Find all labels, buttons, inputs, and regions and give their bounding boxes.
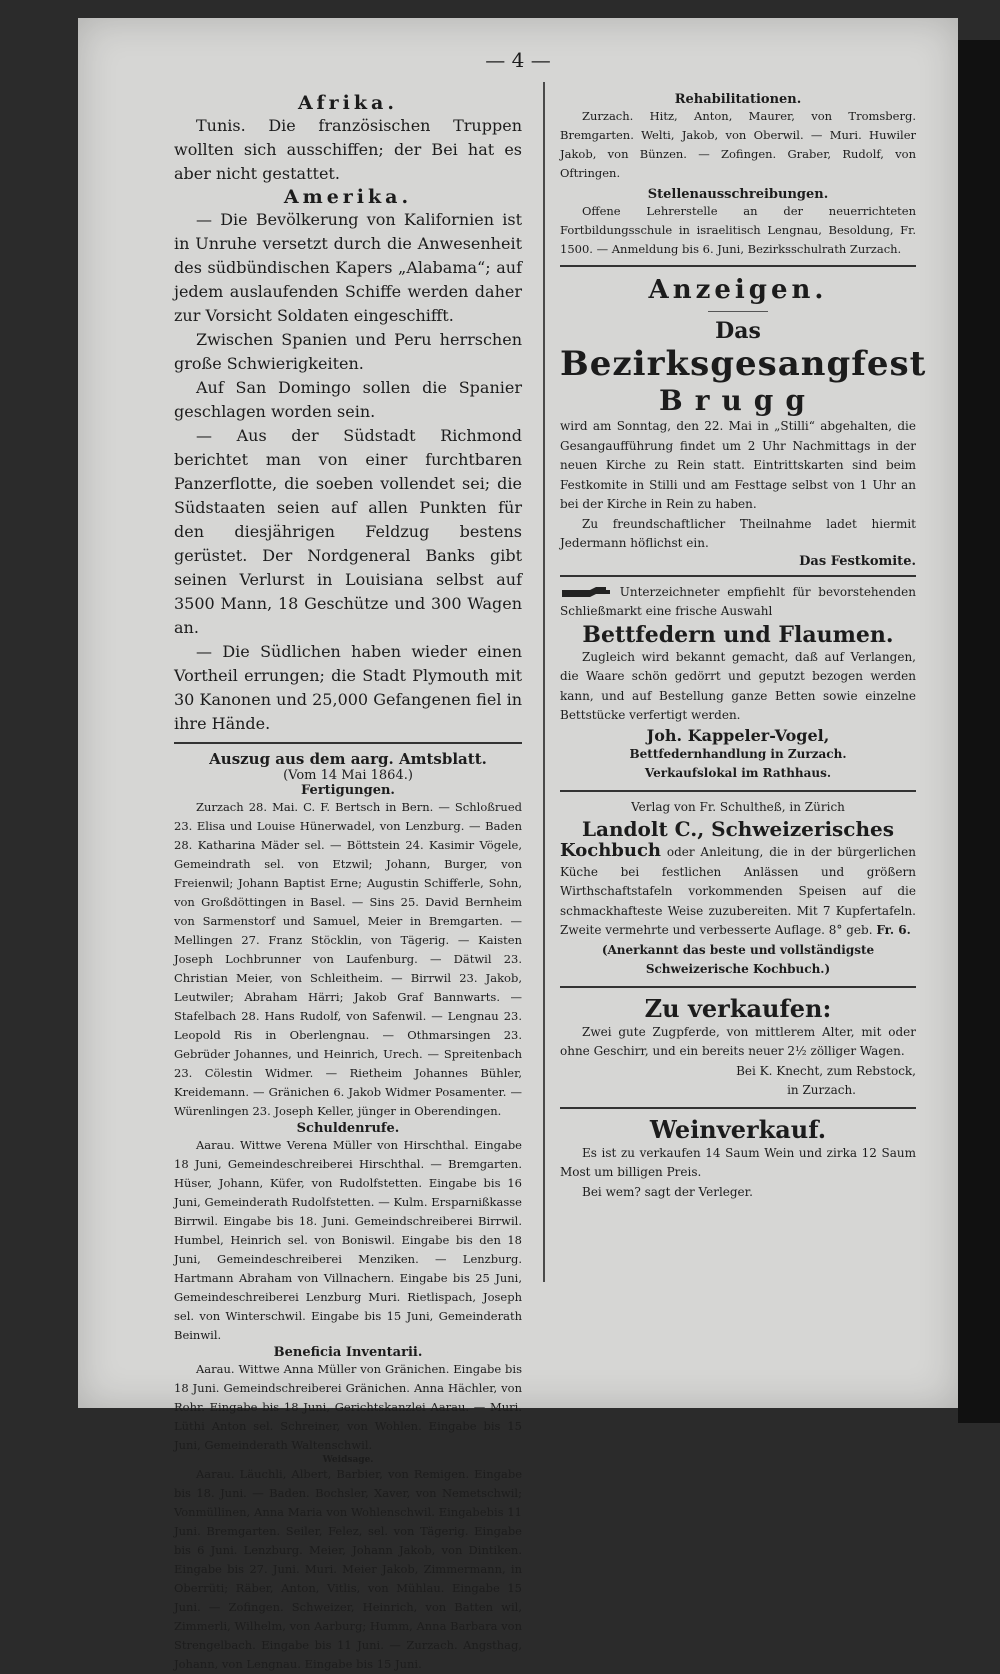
ad-bettfedern-name: Joh. Kappeler-Vogel, <box>646 725 830 745</box>
amerika-paragraph: — Die Südlichen haben wieder einen Vortheil errungen; die Stadt Plymouth mit 30 Kanonen und 25,000 Gefangenen fiel in ihre Hände. <box>174 642 522 733</box>
section-divider <box>560 790 916 792</box>
ad-kochbuch-publisher: Verlag von Fr. Schultheß, in Zürich <box>631 799 845 814</box>
ad-bettfedern-intro: Unterzeichneter empfiehlt für bevorstehenden Schließmarkt eine frische Auswahl <box>560 584 916 618</box>
ad-verkaufen-title: Zu verkaufen: <box>644 993 832 1023</box>
ad-place: Brugg <box>659 384 817 417</box>
inventar-text: Aarau. Wittwe Anna Müller von Gränichen. Eingabe bis 18 Juni. Gemeindschreiberei Gränichen. Anna Hächler, von Rohr. Eingabe bis 18 Juni, Gerichtskanzlei Aarau. — Muri. Lüthi Anton sel. Schreiner, von Wohlen. Eingabe bis 15 Juni, Gemeinderath Waltenschwil. <box>174 1362 522 1452</box>
rehab-heading: Rehabilitationen. <box>674 92 802 107</box>
left-column <box>174 78 522 1674</box>
afrika-heading: Afrika. <box>298 92 398 114</box>
weidsage-heading: Weidsage. <box>322 1455 374 1465</box>
section-divider <box>174 742 522 744</box>
ad-weinverkauf-text: Es ist zu verkaufen 14 Saum Wein und zirka 12 Saum Most um billigen Preis. <box>560 1145 916 1179</box>
ad-kochbuch-word: Kochbuch <box>560 840 662 861</box>
ad-kochbuch-note: (Anerkannt das beste und vollständigste Schweizerische Kochbuch.) <box>601 942 875 976</box>
ad-verkaufen-text: Zwei gute Zugpferde, von mittlerem Alter, mit oder ohne Geschirr, und ein bereits neuer 2½ zölliger Wagen. <box>560 1024 916 1058</box>
section-divider <box>560 1107 916 1109</box>
anzeigen-heading: Anzeigen. <box>648 275 828 305</box>
amerika-heading: Amerika. <box>283 186 413 208</box>
weidsage-text: Aarau. Läuchli, Albert, Barbier, von Remigen. Eingabe bis 18. Juni. — Baden. Bochsler, Xaver, von Nemetschwil; Vonmüllinen, Anna Maria von Wohlenschwil. Eingabebis 11 Juni. Bremgarten. Seiler, Felez, sel. von Tägerig. Eingabe bis 6 Juni. Lenzburg. Meier, Johann Jakob, von Dintiken. Eingabe bis 27. Juni. Muri. Meier Jakob, Zimmermann, in Oberrüti; Räber, Anton, Vitlis, von Mühlau. Eingabe 15 Juni. — Zofingen. Schweizer, Heinrich, von Batten wil, Zimmerli, Wilhelm, von Aarburg; Humm, Anna Barbara von Strengelbach. Eingabe bis 11 Juni. — Zurzach. Angsthag, Johann, von Lengnau. Eingabe bis 15 Juni. <box>174 1467 522 1671</box>
schulden-text: Aarau. Wittwe Verena Müller von Hirschthal. Eingabe 18 Juni, Gemeindeschreiberei Hirschthal. — Bremgarten. Hüser, Johann, Küfer, von Rudolfstetten. Eingabe bis 16 Juni, Gemeinderath Rudolfstetten. — Kulm. Ersparnißkasse Birrwil. Eingabe bis 18. Juni. Gemeindschreiberei Birrwil. Humbel, Heinrich sel. von Boniswil. Eingabe bis den 18 Juni, Gemeindeschreiberei Menziken. — Lenzburg. Hartmann Abraham von Villnachern. Eingabe bis 25 Juni, Gemeindeschreiberei Lenzburg Muri. Rietlispach, Joseph sel. von Winterschwil. Eingabe bis 15 Juni, Gemeinderath Beinwil. <box>174 1138 522 1342</box>
stellen-text: Offene Lehrerstelle an der neuerrichteten Fortbildungsschule in israelitisch Lengnau, Besoldung, Fr. 1500. — Anmeldung bis 6. Juni, Bezirksschulrath Zurzach. <box>560 204 916 256</box>
page-number: — 4 — <box>485 48 551 72</box>
ad-kochbuch-price: Fr. 6. <box>876 923 911 937</box>
ad-gesangfest-invite: Zu freundschaftlicher Theilnahme ladet hiermit Jedermann höflichst ein. <box>560 516 916 550</box>
amerika-paragraph: — Die Bevölkerung von Kalifornien ist in Unruhe versetzt durch die Anwesenheit des südbündischen Kapers „Alabama“; auf jedem auslaufenden Schiffe werden daher zur Vorsicht Soldaten eingeschifft. <box>174 210 522 325</box>
column-divider <box>543 82 545 1282</box>
amtsblatt-heading: Auszug aus dem aarg. Amtsblatt. <box>209 750 487 768</box>
stellen-heading: Stellenausschreibungen. <box>647 187 829 202</box>
amtsblatt-date: (Vom 14 Mai 1864.) <box>283 768 413 783</box>
amerika-paragraph: Auf San Domingo sollen die Spanier geschlagen worden sein. <box>174 378 522 421</box>
scan-border <box>958 40 1000 1423</box>
ad-gesangfest-title: Bezirksgesangfest <box>560 344 927 384</box>
amerika-paragraph: — Aus der Südstadt Richmond berichtet man von einer furchtbaren Panzerflotte, die soeben vollendet sei; die Südstaaten seien auf allen Punkten für den diesjährigen Feldzug bestens gerüstet. Der Nordgeneral Banks gibt seinen Verlurst in Louisiana selbst auf 3500 Mann, 18 Geschütze und 300 Wagen an. <box>174 426 522 637</box>
short-rule <box>708 311 768 312</box>
fertigungen-heading: Fertigungen. <box>301 783 395 798</box>
ad-verkaufen-sign: in Zurzach. <box>787 1083 856 1097</box>
pointing-hand-icon <box>560 585 612 599</box>
ad-gesangfest-sign: Das Festkomite. <box>799 553 916 569</box>
ad-bettfedern-title: Bettfedern und Flaumen. <box>582 621 894 648</box>
ad-gesangfest-text: wird am Sonntag, den 22. Mai in „Stilli“ abgehalten, die Gesangaufführung findet um 2 Uhr Nachmittags in der neuen Kirche zu Rein statt. Eintrittskarten sind beim Festkomite in Stilli und am Festtage selbst von 1 Uhr an bei der Kirche in Rein zu haben. <box>560 419 916 511</box>
inventar-heading: Beneficia Inventarii. <box>273 1345 423 1360</box>
right-column <box>560 78 927 1202</box>
ad-das: Das <box>715 318 761 344</box>
ad-weinverkauf-question: Bei wem? sagt der Verleger. <box>582 1184 753 1199</box>
schulden-heading: Schuldenrufe. <box>296 1121 400 1136</box>
ad-bettfedern-text: Zugleich wird bekannt gemacht, daß auf Verlangen, die Waare schön gedörrt und geputzt bezogen werden kann, und auf Bestellung ganze Betten sowie einzelne Bettstücke verfertigt werden. <box>560 649 916 722</box>
ad-bettfedern-shop: Verkaufslokal im Rathhaus. <box>644 766 832 780</box>
ad-kochbuch-text: oder Anleitung, die in der bürgerlichen Küche bei festlichen Anlässen und größern Wirthschaftstafeln vorkommenden Speisen auf die schmackhafteste Weise zuzubereiten. Mit 7 Kupfertafeln. Zweite vermehrte und verbesserte Auflage. 8° geb. <box>560 845 916 937</box>
afrika-text: Tunis. Die französischen Truppen wollten sich ausschiffen; der Bei hat es aber nicht gestattet. <box>174 116 522 183</box>
ad-weinverkauf-title: Weinverkauf. <box>649 1114 827 1144</box>
ad-bettfedern-trade: Bettfedernhandlung in Zurzach. <box>629 746 847 761</box>
ad-kochbuch-title: Landolt C., Schweizerisches <box>581 817 895 841</box>
fertigungen-text: Zurzach 28. Mai. C. F. Bertsch in Bern. — Schloßrued 23. Elisa und Louise Hünerwadel, von Lenzburg. — Baden 28. Katharina Mäder sel. — Böttstein 24. Kasimir Vögele, Gemeindrath sel. von Etzwil; Johann, Burger, von Freienwil; Johann Baptist Erne; Augustin Schifferle, Sohn, von Großdöttingen in Basel. — Sins 25. David Bernheim von Sarmenstorf und Samuel, Meier in Bremgarten. — Mellingen 27. Franz Stöcklin, von Tägerig. — Kaisten Joseph Lochbrunner von Laufenburg. — Dätwil 23. Christian Meier, von Schleitheim. — Birrwil 23. Jakob, Leutwiler; Abraham Härri; Jakob Graf Bannwarts. — Stafelbach 28. Hans Rudolf, von Safenwil. — Lengnau 23. Leopold Ris in Oberlengnau. — Othmarsingen 23. Gebrüder Johannes, und Heinrich, Urech. — Spreitenbach 23. Cölestin Widmer. — Rietheim Johannes Bühler, Kreidemann. — Gränichen 6. Jakob Widmer Posamenter. — Würenlingen 23. Joseph Keller, jünger in Oberendingen. <box>174 800 522 1118</box>
rehab-text: Zurzach. Hitz, Anton, Maurer, von Tromsberg. Bremgarten. Welti, Jakob, von Oberwil. — Muri. Huwiler Jakob, von Bünzen. — Zofingen. Graber, Rudolf, von Oftringen. <box>560 109 916 180</box>
section-divider <box>560 986 916 988</box>
section-divider <box>560 265 916 267</box>
section-divider <box>560 575 916 577</box>
amerika-paragraph: Zwischen Spanien und Peru herrschen große Schwierigkeiten. <box>174 330 522 373</box>
ad-verkaufen-sign: Bei K. Knecht, zum Rebstock, <box>736 1063 916 1078</box>
